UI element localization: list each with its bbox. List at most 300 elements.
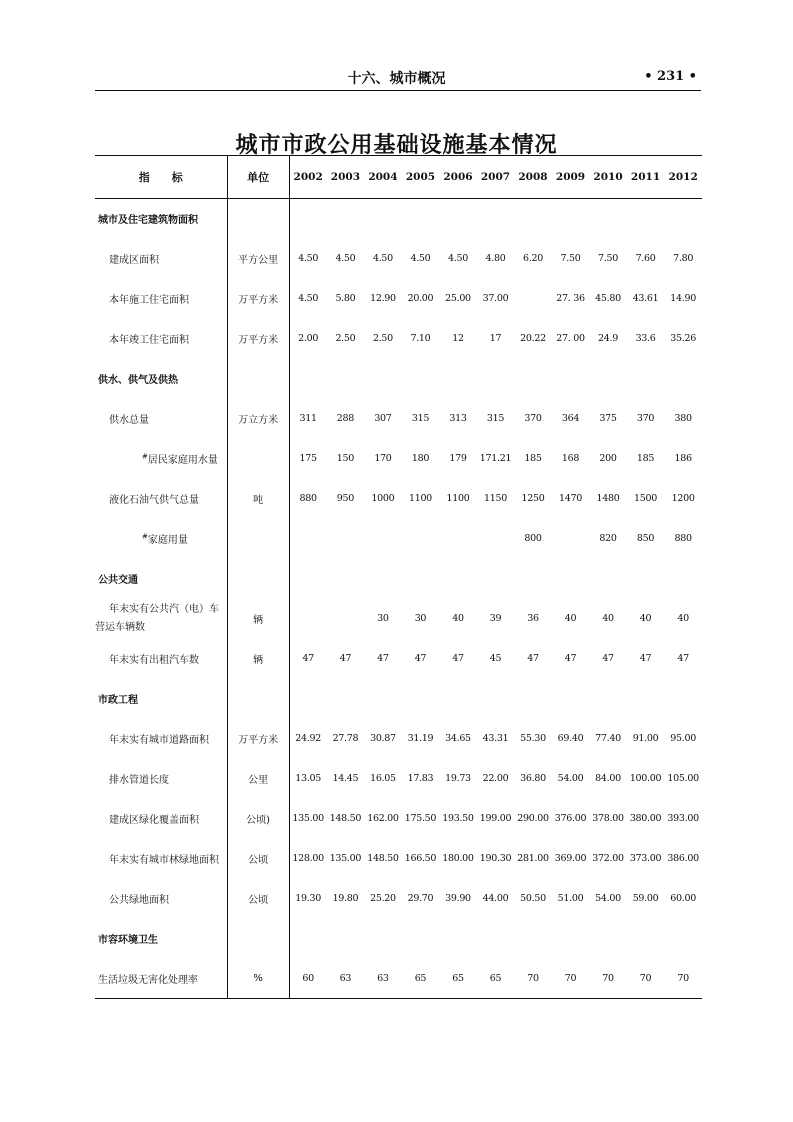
value-cell: 20.22 bbox=[520, 333, 546, 344]
value-cell bbox=[664, 359, 702, 399]
value-cell: 65 bbox=[439, 959, 477, 999]
value-cell bbox=[327, 519, 365, 559]
table-row bbox=[95, 759, 702, 799]
page-number: • 231 • bbox=[644, 69, 697, 84]
value-cell: 84.00 bbox=[595, 773, 621, 784]
value-cell: 45 bbox=[489, 653, 502, 664]
row-label-text: 液化石油气供气总量 bbox=[109, 495, 199, 506]
row-unit bbox=[227, 919, 289, 959]
row-label bbox=[95, 599, 227, 639]
value-cell: 175 bbox=[299, 453, 317, 464]
value-cell: 7.80 bbox=[673, 253, 694, 264]
value-cell bbox=[402, 679, 440, 719]
table-section-row bbox=[95, 359, 702, 399]
value-cell: 185 bbox=[524, 453, 542, 464]
value-cell: 47 bbox=[339, 653, 352, 664]
value-cell: 162.00 bbox=[367, 813, 399, 824]
value-cell bbox=[664, 679, 702, 719]
value-cell bbox=[402, 359, 440, 399]
value-cell bbox=[289, 919, 327, 959]
value-cell: 370 bbox=[636, 413, 655, 424]
value-cell bbox=[589, 559, 627, 599]
row-label-text: 年末实有城市林绿地面积 bbox=[109, 855, 219, 866]
value-cell: 290.00 bbox=[517, 813, 549, 824]
row-unit: 平方公里 bbox=[227, 239, 289, 279]
value-cell bbox=[552, 919, 590, 959]
value-cell: 19.80 bbox=[332, 893, 359, 904]
value-cell: 373.00 bbox=[629, 853, 662, 864]
row-label-text: 城市及住宅建筑物面积 bbox=[98, 215, 198, 227]
row-unit bbox=[227, 439, 289, 479]
value-cell: 185 bbox=[636, 453, 655, 464]
row-label bbox=[95, 399, 227, 439]
running-head: 十六、城市概况 bbox=[347, 71, 446, 87]
value-cell: 180.00 bbox=[442, 853, 474, 864]
value-cell: 880 bbox=[674, 533, 692, 544]
value-cell: 77.40 bbox=[595, 733, 621, 744]
value-cell: 800 bbox=[524, 533, 542, 544]
value-cell: 29.70 bbox=[407, 893, 434, 904]
value-cell bbox=[439, 519, 477, 559]
header-year: 2011 bbox=[627, 156, 665, 199]
value-cell: 47 bbox=[452, 653, 464, 664]
value-cell: 148.50 bbox=[367, 853, 399, 864]
row-label bbox=[95, 279, 227, 319]
row-label-text: 公共交通 bbox=[98, 575, 138, 586]
header-year: 2009 bbox=[552, 156, 590, 199]
value-cell: 315 bbox=[411, 413, 430, 424]
value-cell bbox=[289, 679, 327, 719]
table-body bbox=[95, 199, 702, 999]
value-cell: 376.00 bbox=[554, 813, 587, 824]
value-cell: 40 bbox=[564, 613, 577, 624]
value-cell bbox=[439, 359, 477, 399]
value-cell bbox=[327, 919, 365, 959]
value-cell: 393.00 bbox=[667, 813, 699, 824]
table-row bbox=[95, 599, 702, 639]
value-cell: 170 bbox=[374, 453, 392, 464]
value-cell bbox=[514, 679, 552, 719]
value-cell: 378.00 bbox=[592, 813, 624, 824]
value-cell bbox=[327, 599, 365, 639]
value-cell: 128.00 bbox=[292, 853, 324, 864]
row-label bbox=[95, 319, 227, 359]
row-label-text: 排水管道长度 bbox=[109, 775, 169, 786]
value-cell: 168 bbox=[561, 453, 580, 464]
value-cell: 24.9 bbox=[598, 333, 618, 344]
value-cell bbox=[514, 559, 552, 599]
row-unit: 吨 bbox=[227, 479, 289, 519]
row-unit bbox=[227, 359, 289, 399]
value-cell: 175.50 bbox=[404, 813, 437, 824]
value-cell: 7.60 bbox=[635, 253, 656, 264]
value-cell: 193.50 bbox=[442, 813, 474, 824]
value-cell bbox=[364, 679, 402, 719]
value-cell: 1100 bbox=[408, 493, 432, 504]
value-cell bbox=[289, 359, 327, 399]
value-cell: 4.80 bbox=[485, 253, 506, 264]
value-cell: 22.00 bbox=[482, 773, 509, 784]
value-cell: 27.78 bbox=[332, 733, 359, 744]
row-label-text: 建成区面积 bbox=[109, 255, 159, 266]
value-cell bbox=[289, 559, 327, 599]
row-label bbox=[95, 919, 227, 959]
header-indicator: 指 标 bbox=[95, 156, 227, 199]
value-cell bbox=[439, 559, 477, 599]
table-row bbox=[95, 399, 702, 439]
row-label bbox=[95, 519, 227, 559]
value-cell bbox=[514, 919, 552, 959]
row-label bbox=[95, 799, 227, 839]
value-cell bbox=[477, 919, 515, 959]
value-cell bbox=[289, 199, 327, 239]
value-cell: 39.90 bbox=[445, 893, 471, 904]
value-cell: 190.30 bbox=[479, 853, 512, 864]
value-cell: 27. 36 bbox=[556, 293, 585, 304]
value-cell: 47 bbox=[377, 653, 389, 664]
value-cell: 950 bbox=[336, 493, 355, 504]
row-label bbox=[95, 959, 227, 999]
value-cell bbox=[627, 679, 665, 719]
value-cell: 60 bbox=[289, 959, 327, 999]
value-cell bbox=[589, 359, 627, 399]
value-cell: 13.05 bbox=[295, 773, 321, 784]
row-label bbox=[95, 199, 227, 239]
row-unit bbox=[227, 679, 289, 719]
table-row bbox=[95, 519, 702, 559]
value-cell: 16.05 bbox=[370, 773, 396, 784]
row-label-text: 供水总量 bbox=[109, 415, 149, 426]
value-cell: 70 bbox=[627, 959, 665, 999]
value-cell: 4.50 bbox=[410, 253, 431, 264]
value-cell: 166.50 bbox=[404, 853, 437, 864]
value-cell: 24.92 bbox=[295, 733, 321, 744]
value-cell: 2.50 bbox=[372, 333, 393, 344]
value-cell bbox=[402, 519, 440, 559]
header-year: 2010 bbox=[589, 156, 627, 199]
row-label-text-continued: 营运车辆数 bbox=[95, 621, 145, 633]
row-label bbox=[95, 679, 227, 719]
row-unit: 辆 bbox=[227, 639, 289, 679]
value-cell: 288 bbox=[336, 413, 355, 424]
row-label bbox=[95, 839, 227, 879]
row-label-text: 本年竣工住宅面积 bbox=[109, 335, 189, 346]
table-row bbox=[95, 879, 702, 919]
value-cell: 369.00 bbox=[554, 853, 587, 864]
value-cell: 51.00 bbox=[557, 893, 584, 904]
value-cell bbox=[627, 559, 665, 599]
value-cell: 372.00 bbox=[592, 853, 624, 864]
table-row bbox=[95, 839, 702, 879]
value-cell: 105.00 bbox=[667, 773, 699, 784]
value-cell: 47 bbox=[639, 653, 652, 664]
value-cell bbox=[439, 679, 477, 719]
value-cell: 820 bbox=[599, 533, 617, 544]
row-unit bbox=[227, 559, 289, 599]
row-label bbox=[95, 719, 227, 759]
row-unit bbox=[227, 519, 289, 559]
value-cell: 4.50 bbox=[372, 253, 393, 264]
value-cell: 43.31 bbox=[482, 733, 509, 744]
value-cell: 37.00 bbox=[482, 293, 509, 304]
value-cell: 25.00 bbox=[445, 293, 471, 304]
value-cell: 1470 bbox=[559, 493, 582, 504]
value-cell bbox=[364, 559, 402, 599]
row-unit: 万平方米 bbox=[227, 279, 289, 319]
header-year: 2007 bbox=[477, 156, 515, 199]
row-label-text: 家庭用量 bbox=[147, 535, 188, 546]
value-cell bbox=[664, 559, 702, 599]
row-label-text: 市政工程 bbox=[98, 695, 138, 706]
value-cell: 70 bbox=[664, 959, 702, 999]
value-cell: 95.00 bbox=[670, 733, 696, 744]
value-cell bbox=[514, 279, 552, 319]
row-unit: 公顷) bbox=[227, 799, 289, 839]
row-label bbox=[95, 479, 227, 519]
row-label-text: 供水、供气及供热 bbox=[98, 375, 178, 386]
value-cell bbox=[439, 919, 477, 959]
value-cell bbox=[402, 199, 440, 239]
value-cell: 47 bbox=[414, 653, 427, 664]
value-cell: 307 bbox=[374, 413, 392, 424]
value-cell bbox=[364, 199, 402, 239]
value-cell: 850 bbox=[636, 533, 655, 544]
value-cell: 65 bbox=[402, 959, 440, 999]
value-cell bbox=[402, 919, 440, 959]
value-cell: 47 bbox=[602, 653, 614, 664]
value-cell: 2.00 bbox=[298, 333, 319, 344]
value-cell: 69.40 bbox=[557, 733, 584, 744]
row-label-text: 本年施工住宅面积 bbox=[109, 295, 189, 306]
value-cell: 375 bbox=[599, 413, 617, 424]
value-cell bbox=[477, 359, 515, 399]
value-cell: 186 bbox=[674, 453, 692, 464]
value-cell bbox=[289, 599, 327, 639]
value-cell: 47 bbox=[564, 653, 577, 664]
header-year: 2004 bbox=[364, 156, 402, 199]
value-cell bbox=[552, 679, 590, 719]
table-section-row bbox=[95, 199, 702, 239]
row-label-text: 生活垃圾无害化处理率 bbox=[98, 974, 198, 986]
value-cell: 40 bbox=[452, 613, 464, 624]
value-cell: 370 bbox=[524, 413, 542, 424]
row-unit: 万立方米 bbox=[227, 399, 289, 439]
table-row bbox=[95, 799, 702, 839]
table-section-row bbox=[95, 679, 702, 719]
row-label bbox=[95, 559, 227, 599]
value-cell bbox=[589, 679, 627, 719]
value-cell bbox=[552, 199, 590, 239]
value-cell: 364 bbox=[561, 413, 580, 424]
header-year: 2003 bbox=[327, 156, 365, 199]
row-label bbox=[95, 639, 227, 679]
row-unit: 万平方米 bbox=[227, 319, 289, 359]
value-cell bbox=[552, 519, 590, 559]
row-label-text: 年末实有出租汽车数 bbox=[109, 655, 199, 666]
value-cell: 34.65 bbox=[445, 733, 471, 744]
value-cell: 39 bbox=[489, 613, 502, 624]
value-cell bbox=[477, 199, 515, 239]
table-row bbox=[95, 439, 702, 479]
header-year: 2008 bbox=[514, 156, 552, 199]
table-section-row bbox=[95, 559, 702, 599]
value-cell: 55.30 bbox=[520, 733, 546, 744]
row-label bbox=[95, 439, 227, 479]
value-cell: 1200 bbox=[671, 493, 695, 504]
value-cell: 12 bbox=[452, 333, 464, 344]
value-cell bbox=[327, 679, 365, 719]
row-label-text: 居民家庭用水量 bbox=[147, 455, 218, 466]
value-cell: 60.00 bbox=[670, 893, 696, 904]
value-cell bbox=[327, 359, 365, 399]
header-unit: 单位 bbox=[227, 156, 289, 199]
value-cell: 1480 bbox=[596, 493, 620, 504]
value-cell: 19.30 bbox=[295, 893, 321, 904]
value-cell: 7.50 bbox=[560, 253, 581, 264]
infrastructure-table bbox=[95, 155, 702, 999]
row-unit: % bbox=[227, 959, 289, 999]
value-cell: 33.6 bbox=[635, 333, 656, 344]
row-label-text: 建成区绿化覆盖面积 bbox=[109, 815, 199, 826]
value-cell: 40 bbox=[602, 613, 614, 624]
row-label bbox=[95, 359, 227, 399]
value-cell: 171.21 bbox=[479, 453, 512, 464]
header-year: 2002 bbox=[289, 156, 327, 199]
value-cell: 4.50 bbox=[298, 253, 319, 264]
value-cell bbox=[477, 679, 515, 719]
header-year: 2006 bbox=[439, 156, 477, 199]
row-unit bbox=[227, 199, 289, 239]
value-cell: 148.50 bbox=[329, 813, 362, 824]
value-cell: 179 bbox=[449, 453, 467, 464]
value-cell: 386.00 bbox=[667, 853, 699, 864]
value-cell bbox=[364, 919, 402, 959]
footnote-mark: # bbox=[142, 532, 148, 541]
value-cell: 65 bbox=[477, 959, 515, 999]
value-cell: 30 bbox=[377, 613, 389, 624]
value-cell: 135.00 bbox=[329, 853, 362, 864]
value-cell: 199.00 bbox=[479, 813, 512, 824]
table-row bbox=[95, 239, 702, 279]
value-cell: 1000 bbox=[371, 493, 395, 504]
row-unit: 公顷 bbox=[227, 879, 289, 919]
value-cell bbox=[364, 519, 402, 559]
row-unit: 公里 bbox=[227, 759, 289, 799]
value-cell: 7.50 bbox=[598, 253, 618, 264]
value-cell: 380 bbox=[674, 413, 692, 424]
value-cell: 17 bbox=[489, 333, 502, 344]
value-cell: 2.50 bbox=[335, 333, 356, 344]
table-row bbox=[95, 319, 702, 359]
value-cell: 63 bbox=[327, 959, 365, 999]
row-label-text: 年末实有城市道路面积 bbox=[109, 735, 209, 746]
value-cell: 17.83 bbox=[407, 773, 434, 784]
value-cell: 5.80 bbox=[335, 293, 356, 304]
value-cell: 100.00 bbox=[629, 773, 662, 784]
value-cell: 380.00 bbox=[629, 813, 662, 824]
table-header-row bbox=[95, 156, 702, 199]
value-cell: 44.00 bbox=[482, 893, 509, 904]
value-cell: 27. 00 bbox=[556, 333, 585, 344]
value-cell: 59.00 bbox=[632, 893, 659, 904]
value-cell: 70 bbox=[552, 959, 590, 999]
value-cell: 36.80 bbox=[520, 773, 546, 784]
header-year: 2012 bbox=[664, 156, 702, 199]
row-label-text: 市容环境卫生 bbox=[98, 935, 158, 946]
value-cell: 14.90 bbox=[670, 293, 696, 304]
table-container bbox=[95, 155, 702, 999]
value-cell: 35.26 bbox=[670, 333, 696, 344]
row-unit: 万平方米 bbox=[227, 719, 289, 759]
table-row bbox=[95, 959, 702, 999]
value-cell: 36 bbox=[527, 613, 539, 624]
page-title: 城市市政公用基础设施基本情况 bbox=[235, 132, 558, 158]
value-cell bbox=[552, 559, 590, 599]
value-cell: 7.10 bbox=[410, 333, 431, 344]
value-cell: 47 bbox=[527, 653, 539, 664]
value-cell bbox=[664, 919, 702, 959]
value-cell bbox=[477, 519, 515, 559]
value-cell: 12.90 bbox=[370, 293, 396, 304]
value-cell: 50.50 bbox=[520, 893, 546, 904]
value-cell: 1100 bbox=[446, 493, 470, 504]
value-cell: 30 bbox=[414, 613, 427, 624]
value-cell: 135.00 bbox=[292, 813, 324, 824]
table-row bbox=[95, 479, 702, 519]
value-cell: 91.00 bbox=[632, 733, 659, 744]
value-cell: 20.00 bbox=[407, 293, 434, 304]
row-label bbox=[95, 759, 227, 799]
value-cell bbox=[627, 359, 665, 399]
value-cell bbox=[589, 199, 627, 239]
value-cell bbox=[589, 919, 627, 959]
value-cell: 54.00 bbox=[595, 893, 621, 904]
value-cell: 4.50 bbox=[447, 253, 468, 264]
header-rule bbox=[95, 90, 701, 91]
value-cell bbox=[552, 359, 590, 399]
value-cell: 311 bbox=[299, 413, 317, 424]
value-cell: 4.50 bbox=[335, 253, 356, 264]
row-label bbox=[95, 879, 227, 919]
value-cell: 313 bbox=[449, 413, 467, 424]
row-unit: 公顷 bbox=[227, 839, 289, 879]
table-row bbox=[95, 719, 702, 759]
table-row bbox=[95, 279, 702, 319]
value-cell bbox=[627, 199, 665, 239]
value-cell bbox=[289, 519, 327, 559]
value-cell: 6.20 bbox=[523, 253, 543, 264]
value-cell bbox=[327, 559, 365, 599]
row-label-text: 公共绿地面积 bbox=[109, 895, 169, 906]
value-cell: 30.87 bbox=[370, 733, 396, 744]
footnote-mark: # bbox=[142, 452, 148, 461]
value-cell: 19.73 bbox=[445, 773, 471, 784]
value-cell: 70 bbox=[589, 959, 627, 999]
header-year: 2005 bbox=[402, 156, 440, 199]
value-cell: 1250 bbox=[521, 493, 545, 504]
value-cell: 25.20 bbox=[370, 893, 396, 904]
value-cell: 1500 bbox=[634, 493, 658, 504]
value-cell: 70 bbox=[514, 959, 552, 999]
value-cell: 1150 bbox=[483, 493, 507, 504]
value-cell: 63 bbox=[364, 959, 402, 999]
row-unit: 辆 bbox=[227, 599, 289, 639]
value-cell: 40 bbox=[677, 613, 689, 624]
value-cell bbox=[402, 559, 440, 599]
row-label bbox=[95, 239, 227, 279]
row-label-text: 年末实有公共汽（电）车 bbox=[109, 603, 219, 615]
table-row bbox=[95, 639, 702, 679]
